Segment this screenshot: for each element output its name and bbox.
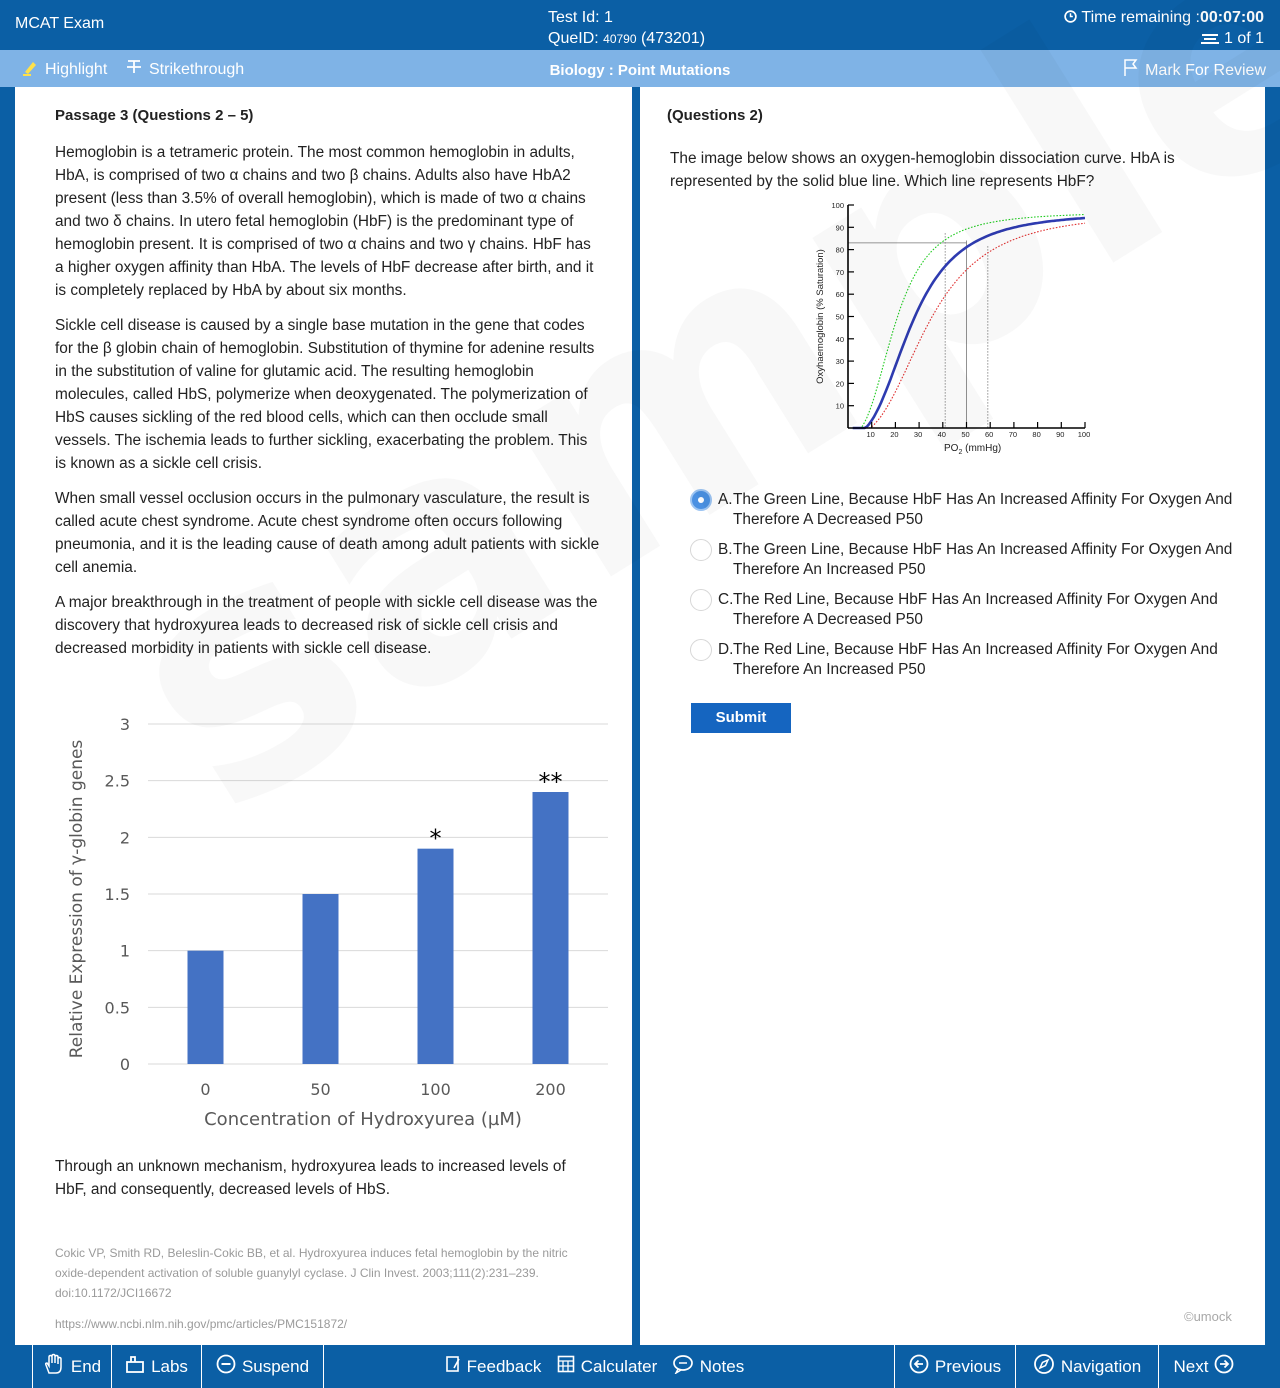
arrow-right-icon [1214,1354,1234,1379]
subject-title: Biology : Point Mutations [549,62,731,79]
highlighter-icon [22,59,39,81]
y-axis-label: Relative Expression of γ-globin genes [67,739,87,1059]
answer-options [690,489,1250,689]
y-tick-label: 50 [835,312,844,322]
question-progress: 1 of 1 [1223,30,1264,47]
option-text: The Green Line, Because HbF Has An Increased Affinity For Oxygen And Therefore An Increased P50 [733,541,1233,578]
y-tick-label: 100 [831,201,844,210]
arrow-left-icon [909,1354,929,1379]
top-header [0,0,1280,50]
next-button[interactable] [1159,1345,1249,1388]
x-tick-label: 90 [1056,430,1065,439]
que-id-small: 40790 [603,32,637,46]
que-id-value: (473201) [640,30,706,47]
x-tick-label: 80 [1032,430,1041,439]
passage-paragraph: When small vessel occlusion occurs in the pulmonary vasculature, the result is called acute chest syndrome. Acute chest syndrome often occurs following pneumonia, and it is the leading cause of death among adult patients with sickle cell anemia. [55,490,600,576]
bottom-bar [0,1345,1280,1388]
dissociation-curve-chart [810,200,1100,462]
previous-button[interactable] [894,1345,1016,1388]
option-letter: D. [718,641,734,658]
option-letter: B. [718,541,733,558]
pause-icon [216,1354,236,1379]
option-a[interactable] [690,489,1250,539]
suspend-label: Suspend [241,1356,310,1376]
x-tick-label: 30 [913,430,923,439]
x-tick-label: 10 [866,430,875,439]
hydroxyurea-bar-chart [60,704,620,1149]
y-axis-label: Oxyhaemoglobin (% Saturation) [815,249,826,384]
radio-button[interactable] [690,539,712,561]
x-tick-label: 50 [961,430,970,439]
passage-paragraph: A major breakthrough in the treatment of people with sickle cell disease was the discovery that hydroxyurea leads to decreased risk of sickle cell crisis and decreased morbidity in patients with sickle cell disease. [55,594,598,657]
clock-icon [1064,9,1077,26]
passage-closing: Through an unknown mechanism, hydroxyurea leads to increased levels of HbF, and consequently, decreased levels of HbS. [55,1158,566,1198]
option-text: The Red Line, Because HbF Has An Increased Affinity For Oxygen And Therefore An Increased P50 [733,641,1218,678]
x-tick-label: 20 [890,430,899,439]
passage-title: Passage 3 (Questions 2 – 5) [55,107,254,124]
bar-chart-svg [60,704,620,1149]
hand-icon [43,1353,65,1380]
calculator-label: Calculater [580,1356,658,1376]
y-tick-label: 30 [835,357,844,367]
y-tick-label: 2 [119,828,130,848]
end-label: End [70,1356,102,1376]
radio-button[interactable] [690,589,712,611]
app-title: MCAT Exam [15,15,105,32]
option-d[interactable] [690,639,1250,689]
significance-marker: * [429,824,442,853]
bar [533,792,569,1064]
strikethrough-icon [125,59,143,80]
x-axis-label: $PO_2$ (mmHg) [944,443,1002,456]
timer [1064,7,1264,49]
notes-label: Notes [699,1356,745,1376]
time-label: Time remaining : [1081,9,1200,26]
chat-icon [672,1354,694,1379]
que-id-label: QueID: [548,30,599,47]
que-id [548,28,705,50]
strikethrough-button[interactable] [125,59,244,80]
y-tick-label: 80 [835,245,844,255]
mark-review-label: Mark For Review [1145,61,1266,79]
x-axis-label: Concentration of Hydroxyurea (µM) [204,1109,522,1130]
option-letter: C. [718,591,734,608]
x-tick-label: 0 [200,1080,211,1099]
test-info [548,7,705,50]
y-tick-label: 3 [119,715,130,734]
highlight-label: Highlight [45,61,108,78]
copyright: ©umock [1184,1309,1232,1324]
y-tick-label: 1.5 [104,885,130,904]
y-tick-label: 10 [835,401,844,411]
option-c[interactable] [690,589,1250,639]
series-line [853,218,1085,428]
passage-body [55,141,600,672]
x-tick-label: 200 [535,1080,566,1099]
previous-label: Previous [934,1356,1002,1376]
citation-url[interactable]: https://www.ncbi.nlm.nih.gov/pmc/articles/PMC151872/ [55,1317,348,1331]
feedback-icon [445,1355,461,1378]
time-value: 00:07:00 [1199,9,1264,26]
x-tick-label: 70 [1008,430,1018,439]
option-letter: A. [718,491,733,508]
y-tick-label: 1 [119,941,130,961]
labs-label: Labs [151,1356,188,1376]
dissociation-curve-svg [810,200,1100,462]
feedback-label: Feedback [466,1356,542,1376]
citation: Cokic VP, Smith RD, Beleslin-Cokic BB, et al. Hydroxyurea induces fetal hemoglobin by the nitric oxide-dependent activation of soluble guanylyl cyclase. J Clin Invest. 2003;111(2):231–239. doi:10.1172/JCI16672 [55,1246,568,1300]
passage-panel [15,87,632,1345]
end-button[interactable] [32,1345,112,1388]
x-tick-label: 50 [310,1080,331,1099]
radio-button[interactable] [690,639,712,661]
y-tick-label: 70 [835,267,844,277]
question-title: (Questions 2) [667,107,763,124]
question-text: The image below shows an oxygen-hemoglobin dissociation curve. HbA is represented by the solid blue line. Which line represents HbF? [670,150,1175,190]
option-text: The Green Line, Because HbF Has An Increased Affinity For Oxygen And Therefore A Decreased P50 [733,491,1233,528]
suspend-button[interactable] [202,1345,324,1388]
y-tick-label: 60 [835,290,844,300]
y-tick-label: 40 [835,334,844,344]
x-tick-label: 40 [937,430,946,439]
passage-paragraph: Hemoglobin is a tetrameric protein. The most common hemoglobin in adults, HbA, is comprised of two α chains and two β chains. Adults also have HbA2 present (less than 3.5% of overall hemoglobin), which is made of two α chains and two δ chains. In utero fetal hemoglobin (HbF) is the predominant type of hemoglobin present. It is comprised of two α chains and two γ chains. HbF has a higher oxygen affinity than HbA. The levels of HbF decrease after birth, and it is completely replaced by HbA by about six months. [55,144,594,299]
calculator-button[interactable] [552,1345,662,1388]
bar [418,849,454,1064]
x-tick-label: 60 [985,430,994,439]
highlight-button[interactable] [22,59,107,81]
toolbar [0,50,1280,87]
feedback-button[interactable] [440,1345,546,1388]
navigation-button[interactable] [1016,1345,1159,1388]
y-tick-label: 0.5 [104,998,130,1018]
bar [188,951,224,1064]
y-tick-label: 90 [835,223,844,233]
submit-button[interactable]: Submit [691,703,791,733]
labs-button[interactable] [112,1345,202,1388]
radio-button[interactable] [690,489,712,511]
flag-icon [1123,59,1139,82]
option-text: The Red Line, Because HbF Has An Increased Affinity For Oxygen And Therefore A Decreased P50 [733,591,1218,628]
question-panel [640,87,1265,1345]
strikethrough-label: Strikethrough [149,60,245,78]
test-id: Test Id: 1 [548,9,613,26]
series-line [853,223,1085,428]
passage-paragraph: Sickle cell disease is caused by a single base mutation in the gene that codes for the β globin chain of hemoglobin. Substitution of thymine for adenine results in the substitution of valine for glutamic acid. The resulting hemoglobin molecules, called HbS, polymerize when deoxygenated. The polymerization of HbS causes sickling of the red blood cells, which can then occlude small vessels. The ischemia leads to further sickling, exacerbating the problem. This is known as a sickle cell crisis. [55,317,595,472]
notes-button[interactable] [666,1345,750,1388]
navigation-label: Navigation [1060,1356,1142,1376]
option-b[interactable] [690,539,1250,589]
compass-icon [1033,1353,1055,1380]
stack-icon [1200,30,1220,47]
bar [303,894,339,1064]
y-tick-label: 20 [835,379,844,389]
x-tick-label: 100 [1077,430,1091,439]
calculator-icon [557,1355,575,1378]
significance-marker: ** [538,768,563,796]
flask-icon [125,1354,145,1379]
mark-review-button[interactable] [1123,59,1266,82]
x-tick-label: 100 [420,1080,451,1099]
next-label: Next [1173,1356,1209,1376]
y-tick-label: 0 [119,1055,130,1074]
y-tick-label: 2.5 [104,771,130,791]
